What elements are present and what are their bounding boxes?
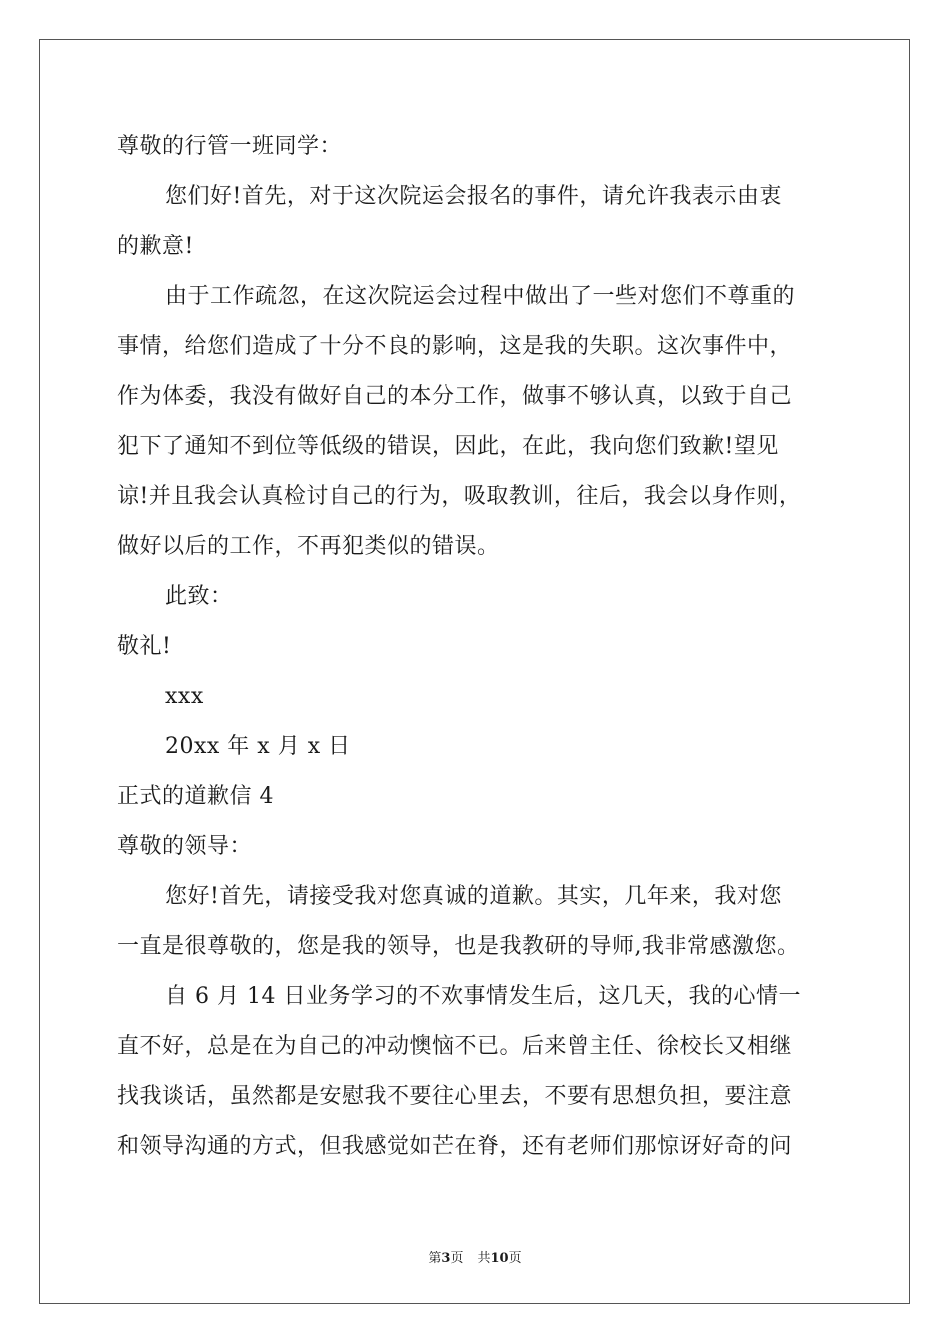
text-line: 直不好，总是在为自己的冲动懊恼不已。后来曾主任、徐校长又相继 (117, 1034, 793, 1059)
text-line: 一直是很尊敬的，您是我的领导，也是我教研的导师,我非常感激您。 (117, 934, 800, 959)
text-line: 尊敬的领导： (117, 834, 253, 859)
salutation-line: 敬礼! (117, 634, 172, 659)
date-line: 20xx 年 x 月 x 日 (165, 734, 351, 759)
footer-total-suffix: 页 (508, 1251, 522, 1266)
footer-page-number: 3 (441, 1251, 451, 1266)
text-line: 的歉意! (117, 234, 194, 259)
text-line: 找我谈话，虽然都是安慰我不要往心里去，不要有思想负担，要注意 (117, 1084, 793, 1109)
footer-page-suffix: 页 (450, 1251, 464, 1266)
footer-total-pages: 10 (490, 1251, 509, 1266)
text-line: 尊敬的行管一班同学： (117, 134, 343, 159)
page-footer (0, 1247, 950, 1266)
text-line: 您们好!首先，对于这次院运会报名的事件，请允许我表示由衷 (165, 184, 782, 209)
text-line: 谅!并且我会认真检讨自己的行为，吸取教训，往后，我会以身作则， (117, 484, 802, 509)
section-title: 正式的道歉信 4 (117, 784, 274, 809)
text-line: 自 6 月 14 日业务学习的不欢事情发生后，这几天，我的心情一 (165, 984, 801, 1009)
text-line: 作为体委，我没有做好自己的本分工作，做事不够认真，以致于自己 (117, 384, 793, 409)
footer-total-prefix: 共 (477, 1251, 491, 1266)
closing-line: 此致： (165, 584, 233, 609)
text-line: 您好!首先，请接受我对您真诚的道歉。其实，几年来，我对您 (165, 884, 782, 909)
document-body (117, 122, 837, 1172)
footer-prefix: 第 (428, 1251, 442, 1266)
text-line: 犯下了通知不到位等低级的错误，因此，在此，我向您们致歉!望见 (117, 434, 779, 459)
text-line: 做好以后的工作，不再犯类似的错误。 (117, 534, 500, 559)
signature-line: xxx (165, 684, 204, 709)
text-line: 由于工作疏忽，在这次院运会过程中做出了一些对您们不尊重的 (165, 284, 796, 309)
text-line: 和领导沟通的方式，但我感觉如芒在脊，还有老师们那惊讶好奇的问 (117, 1134, 793, 1159)
text-line: 事情，给您们造成了十分不良的影响，这是我的失职。这次事件中， (117, 334, 793, 359)
